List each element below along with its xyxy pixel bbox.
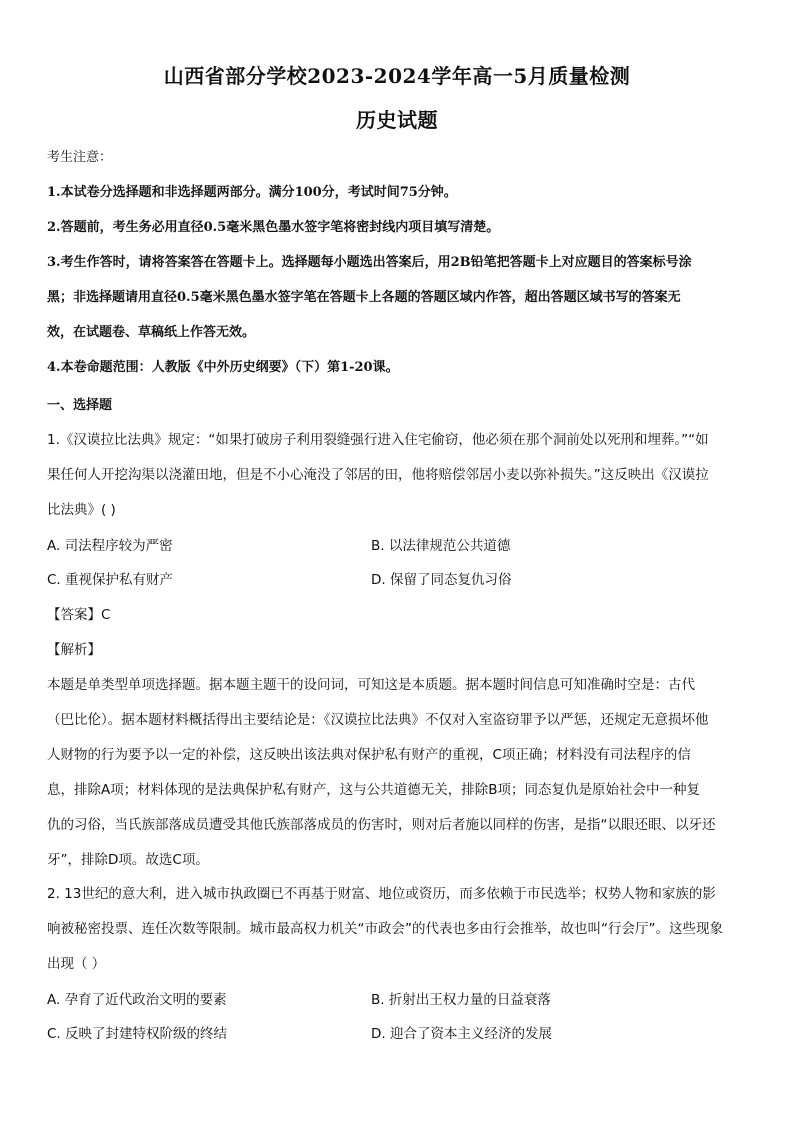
q2-stem-line: 2. 13世纪的意大利，进入城市执政圈已不再基于财富、地位或资历，而多依赖于市民选举；权势人物和家族的影 [47, 886, 716, 902]
q1-analysis-line: （巴比伦）。据本题材料概括得出主要结论是：《汉谟拉比法典》不仅对入室盗窃罪予以严惩，还规定无意损坏他 [47, 712, 709, 728]
section-heading: 一、选择题 [47, 398, 113, 413]
q2-option-d: D. 迎合了资本主义经济的发展 [371, 1026, 552, 1042]
notice-line: 2.答题前，考生务必用直径0.5毫米黑色墨水签字笔将密封线内项目填写清楚。 [47, 220, 500, 235]
exam-subtitle: 历史试题 [356, 108, 438, 132]
q2-stem-line: 响被秘密投票、连任次数等限制。城市最高权力机关“市政会”的代表也多由行会推举，故也叫“行会厅”。这些现象 [47, 921, 723, 937]
q1-analysis-heading: 【解析】 [47, 642, 101, 658]
q1-analysis-line: 仇的习俗，当氏族部落成员遭受其他氏族部落成员的伤害时，则对后者施以同样的伤害，是指“以眼还眼、以牙还 [47, 817, 716, 833]
q1-option-d: D. 保留了同态复仇习俗 [371, 572, 512, 588]
q1-analysis-line: 牙”，排除D项。故选C项。 [47, 852, 209, 868]
q1-stem-line: 果任何人开挖沟渠以浇灌田地，但是不小心淹没了邻居的田，他将赔偿邻居小麦以弥补损失。”这反映出《汉谟拉 [47, 467, 709, 483]
q2-option-a: A. 孕育了近代政治文明的要素 [47, 992, 227, 1008]
q1-stem-line: 比法典》( ) [47, 502, 116, 518]
notice-line: 效，在试题卷、草稿纸上作答无效。 [47, 325, 256, 340]
notice-line: 黑；非选择题请用直径0.5毫米黑色墨水签字笔在答题卡上各题的答题区域内作答，超出答题区域书写的答案无 [47, 290, 681, 305]
exam-title: 山西省部分学校2023-2024学年高一5月质量检测 [163, 64, 631, 88]
q1-answer: 【答案】C [47, 607, 111, 623]
notice-heading: 考生注意： [47, 150, 113, 165]
q1-analysis-line: 本题是单类型单项选择题。据本题主题干的设问词，可知这是本质题。据本题时间信息可知准确时空是：古代 [47, 677, 695, 693]
q1-option-c: C. 重视保护私有财产 [47, 572, 174, 588]
notice-line: 1.本试卷分选择题和非选择题两部分。满分100分，考试时间75分钟。 [47, 185, 457, 200]
q1-option-a: A. 司法程序较为严密 [47, 538, 173, 554]
q2-option-b: B. 折射出王权力量的日益衰落 [371, 992, 551, 1008]
q1-analysis-line: 息，排除A项；材料体现的是法典保护私有财产，这与公共道德无关，排除B项；同态复仇是原始社会中一种复 [47, 782, 700, 798]
notice-line: 3.考生作答时，请将答案答在答题卡上。选择题每小题选出答案后，用2B铅笔把答题卡上对应题目的答案标号涂 [47, 255, 692, 270]
q1-analysis-line: 人财物的行为要予以一定的补偿，这反映出该法典对保护私有财产的重视，C项正确；材料没有司法程序的信 [47, 747, 691, 763]
candidate-notice [47, 140, 753, 385]
q2-option-c: C. 反映了封建特权阶级的终结 [47, 1026, 228, 1042]
notice-line: 4.本卷命题范围：人教版《中外历史纲要》（下）第1-20课。 [47, 360, 399, 375]
q2-stem-line: 出现（ ） [47, 956, 106, 972]
q1-stem-line: 1.《汉谟拉比法典》规定：“如果打破房子利用裂缝强行进入住宅偷窃，他必须在那个洞前处以死刑和埋葬。”“如 [47, 432, 709, 448]
q1-option-b: B. 以法律规范公共道德 [371, 538, 511, 554]
